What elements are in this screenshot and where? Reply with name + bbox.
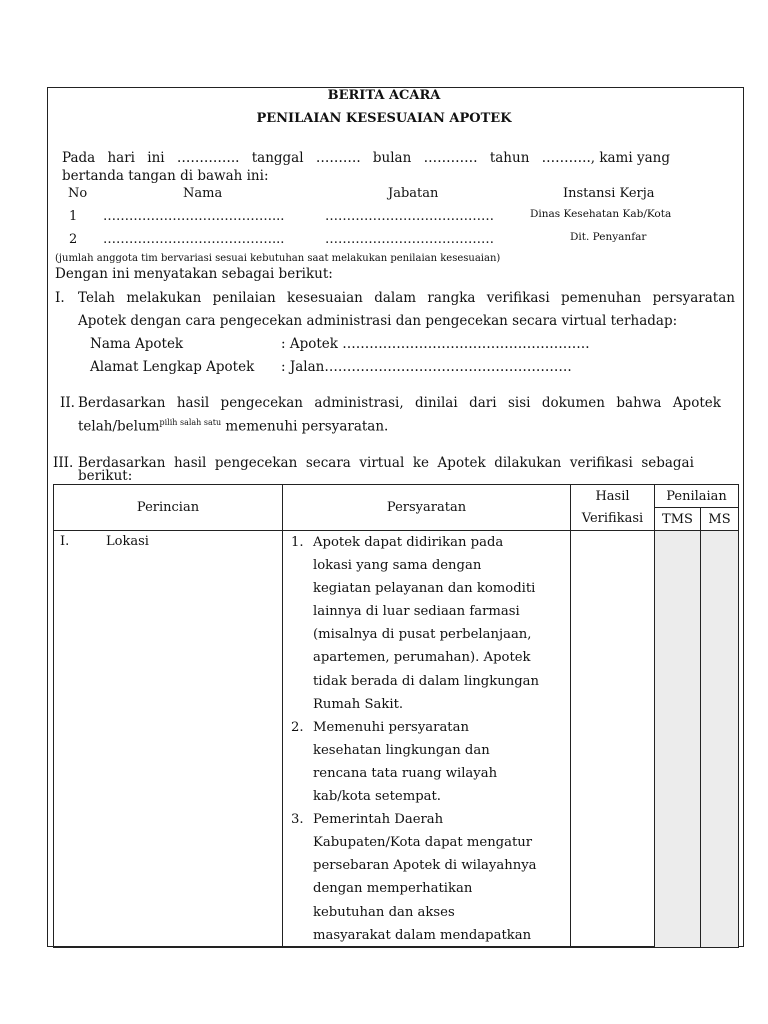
team-header-no: No: [68, 186, 88, 201]
team-row-1-no: 1: [69, 209, 78, 224]
row-lokasi-persyaratan: [283, 531, 571, 948]
header-penilaian: Penilaian: [655, 485, 739, 508]
team-row-1-jabatan: …………………………………: [325, 209, 494, 224]
assessment-table: [53, 484, 739, 948]
header-persyaratan: Persyaratan: [283, 485, 571, 531]
header-tms: TMS: [655, 508, 701, 531]
doc-title: BERITA ACARA: [327, 88, 441, 103]
row-lokasi-tms[interactable]: [655, 531, 701, 948]
section-1-number: I.: [55, 290, 65, 306]
intro-line-1: Pada hari ini ………….. tanggal ………. bulan ………… tahun ……….., kami yang: [62, 150, 670, 166]
team-row-1-instansi: Dinas Kesehatan Kab/Kota: [530, 208, 672, 220]
team-row-2-instansi: Dit. Penyanfar: [570, 231, 647, 243]
team-header-instansi: Instansi Kerja: [563, 186, 655, 201]
apotek-address-label: Alamat Lengkap Apotek: [90, 359, 255, 375]
section-3-line-1: Berdasarkan hasil pengecekan secara virtual ke Apotek dilakukan verifikasi sebagai: [78, 455, 694, 471]
team-row-2-jabatan: …………………………………: [325, 232, 494, 247]
section-1-line-1: Telah melakukan penilaian kesesuaian dalam rangka verifikasi pemenuhan persyaratan: [78, 290, 735, 306]
requirement-item: 2. Memenuhi persyaratan kesehatan lingkungan dan rencana tata ruang wilayah kab/kota setempat.: [291, 719, 498, 805]
section-1-line-2: Apotek dengan cara pengecekan administrasi dan pengecekan secara virtual terhadap:: [78, 313, 678, 329]
apotek-name-value: : Apotek ……………………………………………….: [281, 336, 590, 352]
section-3-number: III.: [53, 455, 74, 471]
row-lokasi-hasil-verifikasi[interactable]: [571, 531, 655, 948]
intro-line-2: bertanda tangan di bawah ini:: [62, 168, 269, 184]
choose-one-note: pilih salah satu: [159, 418, 222, 427]
row-number: I.: [60, 534, 70, 549]
requirements-list: [283, 531, 570, 947]
apotek-name-label: Nama Apotek: [90, 336, 184, 352]
row-label: Lokasi: [106, 534, 149, 549]
header-hasil-verifikasi: Hasil Verifikasi: [571, 485, 655, 531]
apotek-address-value: : Jalan……………………………………………….: [281, 359, 572, 375]
team-header-jabatan: Jabatan: [388, 186, 439, 201]
doc-subtitle: PENILAIAN KESESUAIAN APOTEK: [256, 111, 512, 126]
section-2-line-1: Berdasarkan hasil pengecekan administrasi, dinilai dari sisi dokumen bahwa Apotek: [78, 395, 721, 411]
section-3-line-2: berikut:: [78, 468, 133, 484]
requirement-item: 3. Pemerintah Daerah Kabupaten/Kota dapat mengatur persebaran Apotek di wilayahnya dengan memperhatikan kebutuhan dan akses masyarakat dalam mendapatkan: [291, 812, 537, 943]
team-row-1-nama: …………………………………...: [103, 209, 285, 224]
team-row-2-nama: …………………………………...: [103, 232, 285, 247]
team-header-nama: Nama: [183, 186, 223, 201]
row-lokasi-perincian: [54, 531, 283, 948]
team-row-2-no: 2: [69, 232, 78, 247]
declare-line: Dengan ini menyatakan sebagai berikut:: [55, 266, 333, 282]
row-lokasi-ms[interactable]: [701, 531, 739, 948]
requirement-item: 1. Apotek dapat didirikan pada lokasi yang sama dengan kegiatan pelayanan dan komoditi lainnya di luar sediaan farmasi (misalnya di pusat perbelanjaan, apartemen, perumahan). Apotek tidak berada di dalam lingkungan Rumah Sakit.: [291, 535, 539, 712]
header-ms: MS: [701, 508, 739, 531]
section-2-number: II.: [60, 395, 75, 411]
section-2-line-2: telah/belum$^{pilih salah satu}$ memenuhi persyaratan.: [78, 418, 389, 435]
team-note: (jumlah anggota tim bervariasi sesuai kebutuhan saat melakukan penilaian kesesuaian): [55, 253, 501, 264]
header-perincian: Perincian: [54, 485, 283, 531]
